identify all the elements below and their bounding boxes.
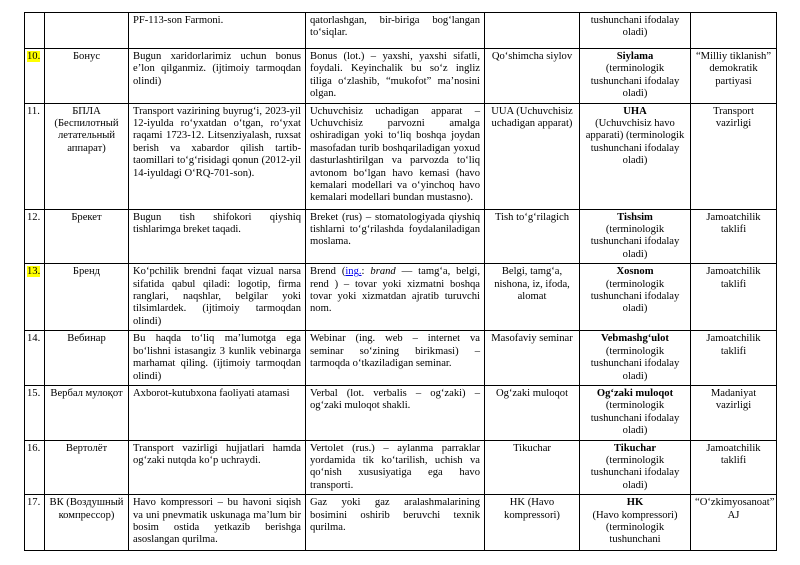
table-row	[25, 103, 777, 209]
organization-cell	[691, 13, 777, 49]
organization-cell: Jamoatchilik taklifi	[691, 264, 777, 331]
definition-cell: Vertolet (rus.) – aylanma parraklar yordamida tik ko‘tarilish, uchish va qo‘nish xususiyatiga ega havo transporti.	[306, 440, 485, 495]
recommended-term: Vebmashg‘ulot	[601, 333, 669, 345]
definition-text: Brend (	[310, 266, 346, 278]
term-cell: Вертолёт	[45, 440, 129, 495]
terms-table	[24, 12, 777, 551]
definition-cell: Webinar (ing. web – internet va seminar so‘zining birikmasi) – tarmoqda o‘tkaziladigan seminar.	[306, 331, 485, 386]
term-cell: Вебинар	[45, 331, 129, 386]
organization-cell: “Milliy tiklanish” demokratik partiyasi	[691, 49, 777, 104]
definition-cell: Verbal (lot. verbalis – og‘zaki) – og‘zaki muloqot shakli.	[306, 385, 485, 440]
row-number: 12.	[25, 209, 45, 264]
uzbek-equivalent-cell: Masofaviy seminar	[485, 331, 580, 386]
uzbek-equivalent-cell: Tikuchar	[485, 440, 580, 495]
recommended-cell	[580, 495, 691, 551]
recommended-cell	[580, 13, 691, 49]
source-cell: PF-113-son Farmoni.	[129, 13, 306, 49]
recommended-note: (terminologik tushunchani ifodalay oladi)	[590, 400, 680, 437]
organization-cell: Jamoatchilik taklifi	[691, 209, 777, 264]
recommended-cell	[580, 103, 691, 209]
term-cell: Бонус	[45, 49, 129, 104]
recommended-note: (Uchuvchisiz havo apparati) (terminologik tushunchani ifodalay oladi)	[585, 118, 685, 167]
row-number: 14.	[25, 331, 45, 386]
table-row	[25, 440, 777, 495]
term-cell: Вербал мулоқот	[45, 385, 129, 440]
uzbek-equivalent-cell	[485, 13, 580, 49]
row-number-highlight: 10.	[27, 51, 41, 62]
term-cell: ВК (Воздушный компрессор)	[45, 495, 129, 551]
recommended-note: (terminologik tushunchani ifodalay oladi)	[590, 224, 680, 260]
row-number: 11.	[25, 103, 45, 209]
recommended-term: Xosnom	[616, 266, 654, 278]
row-number: 17.	[25, 495, 45, 551]
term-cell: Бренд	[45, 264, 129, 331]
table-row	[25, 209, 777, 264]
definition-cell: Gaz yoki gaz aralashmalarining bosimini oshirib beruvchi texnik qurilma.	[306, 495, 485, 551]
organization-cell: Jamoatchilik taklifi	[691, 440, 777, 495]
organization-cell: Transport vazirligi	[691, 103, 777, 209]
recommended-term: UHA	[623, 105, 647, 117]
source-cell: Bugun tish shifokori qiyshiq tishlarimga breket taqadi.	[129, 209, 306, 264]
recommended-term: HK	[626, 497, 644, 509]
definition-cell: qatorlashgan, bir-biriga bog‘langan to‘siqlar.	[306, 13, 485, 49]
organization-cell: “O‘zkimyosanoat” AJ	[691, 495, 777, 551]
table-row	[25, 264, 777, 331]
source-cell: Axborot-kutubxona faoliyati atamasi	[129, 385, 306, 440]
definition-cell: Uchuvchisiz uchadigan apparat – Uchuvchisiz parvozni amalga oshiradigan yoki to‘liq boshqa joydan masofadan turib boshqariladigan yoxud dasturlashtirilgan va parvozda to‘liq avtonom bo‘lgan havo kemasi (havo kemalari modellari va o‘yinchoq havo kemalari modellari bundan mustasno).	[306, 103, 485, 209]
recommended-cell	[580, 264, 691, 331]
row-number: 16.	[25, 440, 45, 495]
source-cell: Bu haqda to‘liq ma’lumotga ega bo‘lishni istasangiz 3 kunlik vebinarga marhamat qiling. (ijtimoiy tarmoqdan olindi)	[129, 331, 306, 386]
source-cell: Bugun xaridorlarimiz uchun bonus e’lon qilganmiz. (ijtimoiy tarmoqdan olindi)	[129, 49, 306, 104]
table-row	[25, 331, 777, 386]
recommended-cell	[580, 385, 691, 440]
definition-cell: Breket (rus) – stomatologiyada qiyshiq tishlarni to‘g‘rilashda foydalaniladigan moslama.	[306, 209, 485, 264]
recommended-term: Tikuchar	[613, 442, 657, 454]
table-row	[25, 385, 777, 440]
table-row	[25, 49, 777, 104]
source-cell: Transport vazirligi hujjatlari hamda og‘zaki nutqda ko‘p uchraydi.	[129, 440, 306, 495]
source-cell: Ko‘pchilik brendni faqat vizual narsa sifatida qabul qiladi: logotip, firma ranglari, naqshlar, belgilar yoki tilsimlardek. (ijtimoiy tarmoqdan olindi)	[129, 264, 306, 331]
recommended-note: tushunchani ifodalay oladi)	[590, 15, 680, 39]
recommended-note: (terminologik tushunchani ifodalay oladi)	[590, 345, 680, 382]
row-number	[25, 13, 45, 49]
definition-cell: Bonus (lot.) – yaxshi, yaxshi sifatli, foydali. Keyinchalik bu so‘z ingliz tiliga o‘zlashib, “mukofot” ma’nosini olgan.	[306, 49, 485, 104]
recommended-note: (Havo kompressori) (terminologik tushunchani	[592, 509, 678, 546]
row-number-highlight: 13.	[27, 266, 41, 278]
recommended-note: (terminologik tushunchani ifodalay oladi)	[590, 278, 680, 315]
uzbek-equivalent-cell: UUA (Uchuvchisiz uchadigan apparat)	[485, 103, 580, 209]
source-cell: Havo kompressori – bu havoni siqish va uni pnevmatik uskunaga ma’lum bir bosim ostida yetkazib berishga asoslangan qurilma.	[129, 495, 306, 551]
recommended-term: Tishsim	[617, 211, 653, 223]
recommended-note: (terminologik tushunchani ifodalay oladi)	[590, 63, 680, 100]
language-link[interactable]: ing.	[345, 266, 362, 278]
uzbek-equivalent-cell: Qo‘shimcha siylov	[485, 49, 580, 104]
term-cell: Брекет	[45, 209, 129, 264]
row-number	[25, 264, 45, 331]
term-cell: БПЛА (Беспилотный летательный аппарат)	[45, 103, 129, 209]
organization-cell: Jamoatchilik taklifi	[691, 331, 777, 386]
term-cell	[45, 13, 129, 49]
recommended-cell	[580, 440, 691, 495]
row-number: 15.	[25, 385, 45, 440]
uzbek-equivalent-cell: Og‘zaki muloqot	[485, 385, 580, 440]
table-row	[25, 495, 777, 551]
definition-italic-text: brand	[370, 266, 396, 278]
recommended-term: Siylama	[616, 51, 654, 62]
recommended-cell	[580, 49, 691, 104]
uzbek-equivalent-cell: Belgi, tamg‘a, nishona, iz, ifoda, alomat	[485, 264, 580, 331]
organization-cell: Madaniyat vazirligi	[691, 385, 777, 440]
definition-cell	[306, 264, 485, 331]
recommended-note: (terminologik tushunchani ifodalay oladi)	[590, 454, 680, 491]
recommended-term: Og‘zaki muloqot	[596, 387, 674, 399]
uzbek-equivalent-cell: Tish to‘g‘rilagich	[485, 209, 580, 264]
definition-text: :	[361, 266, 371, 278]
table-row	[25, 13, 777, 49]
source-cell: Transport vazirining buyrug‘i, 2023-yil 12-iyulda ro‘yxatdan o‘tgan, ro‘yxat raqami 1723-12. Litsenziyalash, ruxsat berish va xabardor qilish tartib-taomillari to‘g‘risidagi qonun (2012-yil 14-iyuldagi O‘RQ-701-son).	[129, 103, 306, 209]
definition-text: — tamg‘a, belgi, rend ) – tovar yoki xizmatni boshqa tovar yoki xizmatdan ajratib turuvchi nom.	[310, 266, 480, 315]
row-number	[25, 49, 45, 104]
uzbek-equivalent-cell: HK (Havo kompressori)	[485, 495, 580, 551]
recommended-cell	[580, 209, 691, 264]
recommended-cell	[580, 331, 691, 386]
